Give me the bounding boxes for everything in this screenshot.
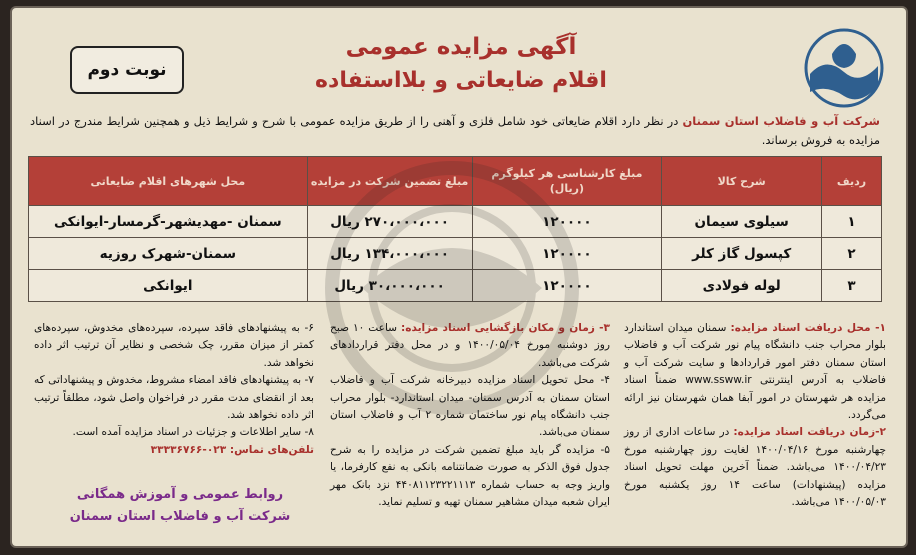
header-location: محل شهرهای اقلام ضایعاتی bbox=[29, 157, 308, 206]
cell-price: ۱۲۰۰۰۰ bbox=[472, 206, 662, 238]
table-header-row bbox=[29, 157, 882, 206]
cell-item: کپسول گاز کلر bbox=[662, 238, 822, 270]
cell-guarantee: ۱۳۴،۰۰۰،۰۰۰ ریال bbox=[307, 238, 472, 270]
contact-phone: تلفن‌های تماس: ۰۲۳-۳۳۳۳۶۷۶۶ bbox=[150, 443, 314, 456]
page-title: آگهی مزایده عمومی bbox=[345, 34, 577, 60]
section-2-text: در ساعات اداری از روز چهارشنبه مورخ ۱۴۰۰/۰۴/۱۶ لغایت روز چهارشنبه مورخ ۱۴۰۰/۰۴/۲۳ می‌باشد. ضمناً آخرین مهلت تحویل اسناد مزایده (پیشنهادات) ساعت ۱۴ روز یکشنبه مورخ ۱۴۰۰/۰۵/۰۳ می‌باشد. bbox=[624, 426, 887, 509]
section-8-text: ۸- سایر اطلاعات و جزئیات در اسناد مزایده آمده است. bbox=[72, 426, 314, 439]
table-row bbox=[29, 270, 882, 302]
cell-row-number: ۲ bbox=[822, 238, 882, 270]
header-item-description: شرح کالا bbox=[662, 157, 822, 206]
section-3-text: ساعت ۱۰ صبح روز دوشنبه مورخ ۱۴۰۰/۰۵/۰۴ و در محل دفتر قراردادهای شرکت می‌باشد. bbox=[330, 322, 610, 369]
table-row bbox=[29, 238, 882, 270]
table-row bbox=[29, 206, 882, 238]
cell-location: سمنان-شهرک روزیه bbox=[29, 238, 308, 270]
section-3-heading: ۳- زمان و مکان بازگشایی اسناد مزایده: bbox=[400, 322, 610, 334]
conditions-column-1 bbox=[624, 320, 886, 511]
conditions-column-2 bbox=[330, 320, 610, 511]
cell-price: ۱۲۰۰۰۰ bbox=[472, 238, 662, 270]
cell-row-number: ۱ bbox=[822, 206, 882, 238]
section-1-text: سمنان میدان استاندارد بلوار محراب جنب دانشگاه پیام نور شرکت آب و فاضلاب استان سمنان دفتر امور قراردادها و سایت شرکت آب و فاضلاب به آدرس اینترنتی www.ssww.ir ضمناً اسناد مزایده هر شهرستان در امور آبفا همان شهرستان نیز ارائه می‌گردد. bbox=[624, 322, 886, 422]
cell-row-number: ۳ bbox=[822, 270, 882, 302]
cell-item: سیلوی سیمان bbox=[662, 206, 822, 238]
items-table bbox=[28, 156, 882, 302]
intro-paragraph bbox=[30, 112, 880, 150]
signature-line-2: شرکت آب و فاضلاب استان سمنان bbox=[69, 509, 291, 524]
cell-guarantee: ۲۷۰،۰۰۰،۰۰۰ ریال bbox=[307, 206, 472, 238]
advertisement-page bbox=[10, 6, 908, 548]
section-7-text: ۷- به پیشنهادهای فاقد امضاء مشروط، مخدوش و پیشنهاداتی که بعد از انقضای مدت مقرر در فراخوان واصل شود، مطلقاً ترتیب اثر داده نخواهد شد. bbox=[34, 374, 314, 422]
cell-location: سمنان -مهدیشهر-گرمسار-ایوانکی bbox=[29, 206, 308, 238]
signature-line-1: روابط عمومی و آموزش همگانی bbox=[76, 487, 284, 502]
section-6-text: ۶- به پیشنهادهای فاقد سپرده، سپرده‌های مخدوش، سپرده‌های کمتر از میزان مقرر، چک شخصی و نظایر آن ترتیب اثر داده نخواهد شد. bbox=[34, 322, 314, 369]
header-row-number: ردیف bbox=[822, 157, 882, 206]
section-1-heading: ۱- محل دریافت اسناد مزایده: bbox=[730, 322, 886, 334]
header-guarantee-amount: مبلغ تضمین شرکت در مزایده bbox=[307, 157, 472, 206]
section-5-text: ۵- مزایده گر باید مبلغ تضمین شرکت در مزایده را به شرح جدول فوق الذکر به صورت ضمانتنامه بانکی به نفع کارفرما، یا واریز وجه به حساب شماره ۴۴۰۸۱۱۲۳۲۲۱۱۱۳ نزد بانک مهر ایران شعبه میدان مشاهیر سمنان تهیه و تسلیم نماید. bbox=[330, 443, 610, 509]
page-subtitle: اقلام ضایعاتی و بلااستفاده bbox=[315, 68, 607, 93]
conditions-column-3 bbox=[34, 320, 314, 459]
cell-guarantee: ۳۰،۰۰۰،۰۰۰ ریال bbox=[307, 270, 472, 302]
section-4-text: ۴- محل تحویل اسناد مزایده دبیرخانه شرکت آب و فاضلاب استان سمنان به آدرس سمنان- میدان استاندارد- بلوار محراب جنب دانشگاه پیام نور ساختمان شماره ۲ آب و فاضلاب استان سمنان می‌باشد. bbox=[330, 374, 611, 439]
cell-location: ایوانکی bbox=[29, 270, 308, 302]
intro-company: شرکت آب و فاضلاب استان سمنان bbox=[682, 114, 880, 128]
intro-text: در نظر دارد اقلام ضایعاتی خود شامل فلزی و آهنی را از طریق مزایده عمومی با شرح و شرایط ذیل و همچنین شرایط مندرج در اسناد مزایده به فروش برساند. bbox=[30, 114, 880, 147]
signature-block bbox=[44, 484, 316, 528]
cell-price: ۱۲۰۰۰۰ bbox=[472, 270, 662, 302]
publication-round-badge: نوبت دوم bbox=[70, 46, 184, 94]
header-expert-price: مبلغ کارشناسی هر کیلوگرم (ریال) bbox=[472, 157, 662, 206]
section-2-heading: ۲-زمان دریافت اسناد مزایده: bbox=[733, 426, 886, 439]
cell-item: لوله فولادی bbox=[662, 270, 822, 302]
